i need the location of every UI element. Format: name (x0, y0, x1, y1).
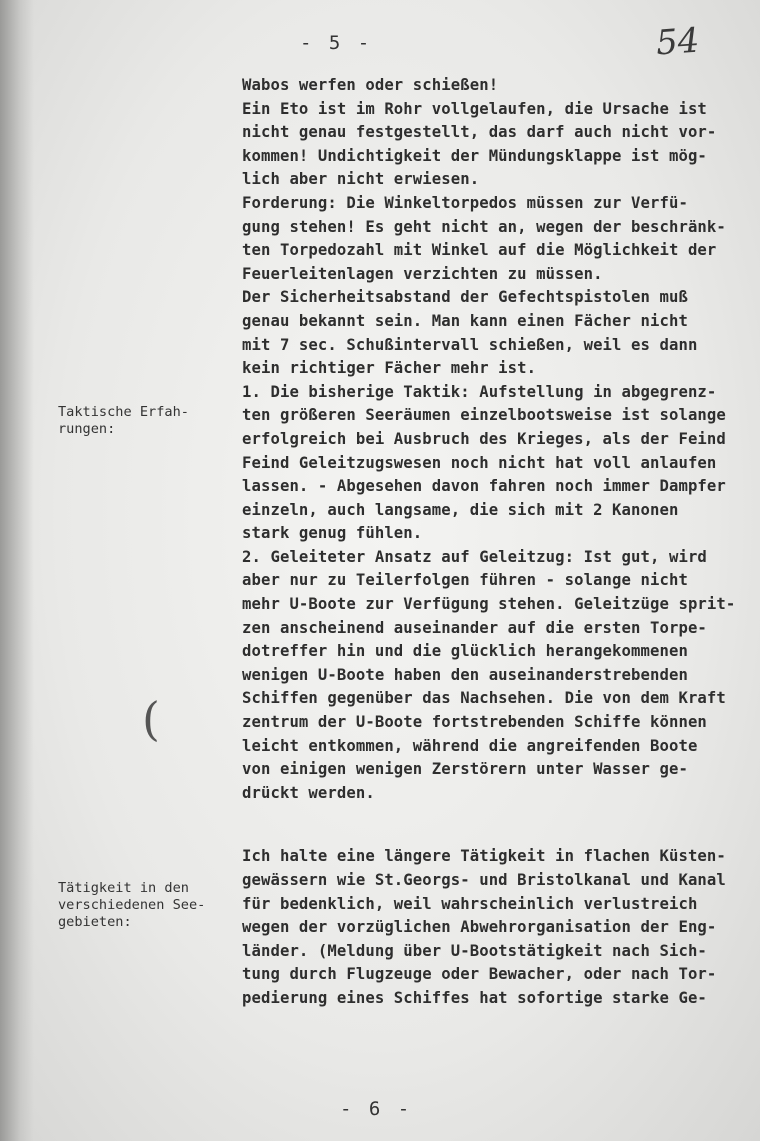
body-line: 1. Die bisherige Taktik: Aufstellung in abgegrenz- (242, 382, 717, 401)
side-label-line: Taktische Erfah- (58, 404, 189, 420)
body-line: gewässern wie St.Georgs- und Bristolkanal und Kanal (242, 871, 726, 889)
body-line: ten Torpedozahl mit Winkel auf die Möglichkeit der (242, 241, 717, 260)
side-label-line: verschiedenen See- (58, 897, 206, 913)
body-line: wegen der vorzüglichen Abwehrorganisation der Eng- (242, 918, 717, 937)
side-label-line: Tätigkeit in den (58, 880, 189, 896)
body-line: ten größeren Seeräumen einzelbootsweise ist solange (242, 406, 726, 425)
archive-number-handwritten: 54 (654, 20, 701, 64)
body-line: 2. Geleiteter Ansatz auf Geleitzug: Ist gut, wird (242, 547, 707, 566)
body-line: einzeln, auch langsame, die sich mit 2 Kanonen (242, 500, 679, 519)
body-line: Wabos werfen oder schießen! (242, 76, 499, 94)
body-line: mit 7 sec. Schußintervall schießen, weil es dann (242, 335, 698, 354)
body-line (242, 805, 742, 845)
page-number-bottom: - 6 - (340, 1098, 413, 1120)
body-line: Forderung: Die Winkeltorpedos müssen zur Verfü- (242, 193, 688, 212)
body-line: leicht entkommen, während die angreifenden Boote (242, 736, 698, 755)
body-line: mehr U-Boote zur Verfügung stehen. Geleitzüge sprit- (242, 595, 736, 614)
body-line: Der Sicherheitsabstand der Gefechtspistolen muß (242, 288, 688, 307)
body-line: nicht genau festgestellt, das darf auch nicht vor- (242, 123, 717, 142)
side-label-line: rungen: (58, 421, 116, 437)
pen-mark-icon: ( (142, 692, 160, 746)
body-line: Schiffen gegenüber das Nachsehen. Die von dem Kraft (242, 689, 726, 708)
body-line: aber nur zu Teilerfolgen führen - solange nicht (242, 571, 688, 590)
scan-shadow (0, 0, 34, 1141)
body-line: dotreffer hin und die glücklich herangekommenen (242, 642, 688, 661)
body-line: wenigen U-Boote haben den auseinanderstrebenden (242, 665, 688, 684)
body-line: drückt werden. (242, 783, 375, 802)
body-line: für bedenklich, weil wahrscheinlich verlustreich (242, 894, 698, 913)
page-number-top: - 5 - (300, 32, 373, 54)
body-line: tung durch Flugzeuge oder Bewacher, oder nach Tor- (242, 965, 717, 984)
body-line: Feuerleitenlagen verzichten zu müssen. (242, 264, 603, 283)
body-line: von einigen wenigen Zerstörern unter Wasser ge- (242, 760, 688, 779)
body-line: zen anscheinend auseinander auf die ersten Torpe- (242, 618, 707, 637)
body-line: Feind Geleitzugswesen noch nicht hat voll anlaufen (242, 453, 717, 472)
side-label-line: gebieten: (58, 914, 132, 930)
body-line: pedierung eines Schiffes hat sofortige starke Ge- (242, 988, 707, 1007)
body-text (242, 74, 742, 1011)
body-line: Ich halte eine längere Tätigkeit in flachen Küsten- (242, 847, 726, 866)
body-line: genau bekannt sein. Man kann einen Fächer nicht (242, 311, 688, 330)
side-label-sea-areas (58, 880, 205, 931)
body-line: lassen. - Abgesehen davon fahren noch immer Dampfer (242, 477, 726, 496)
body-line: kein richtiger Fächer mehr ist. (242, 359, 537, 378)
body-line: lich aber nicht erwiesen. (242, 170, 480, 189)
body-line: kommen! Undichtigkeit der Mündungsklappe ist mög- (242, 146, 707, 165)
body-line: gung stehen! Es geht nicht an, wegen der beschränk- (242, 217, 726, 236)
body-line: Ein Eto ist im Rohr vollgelaufen, die Ursache ist (242, 99, 707, 118)
body-line: erfolgreich bei Ausbruch des Krieges, als der Feind (242, 429, 726, 448)
body-line: stark genug fühlen. (242, 524, 423, 543)
side-label-tactical (58, 404, 189, 438)
body-line: zentrum der U-Boote fortstrebenden Schiffe können (242, 713, 707, 732)
body-line: länder. (Meldung über U-Bootstätigkeit nach Sich- (242, 941, 707, 960)
